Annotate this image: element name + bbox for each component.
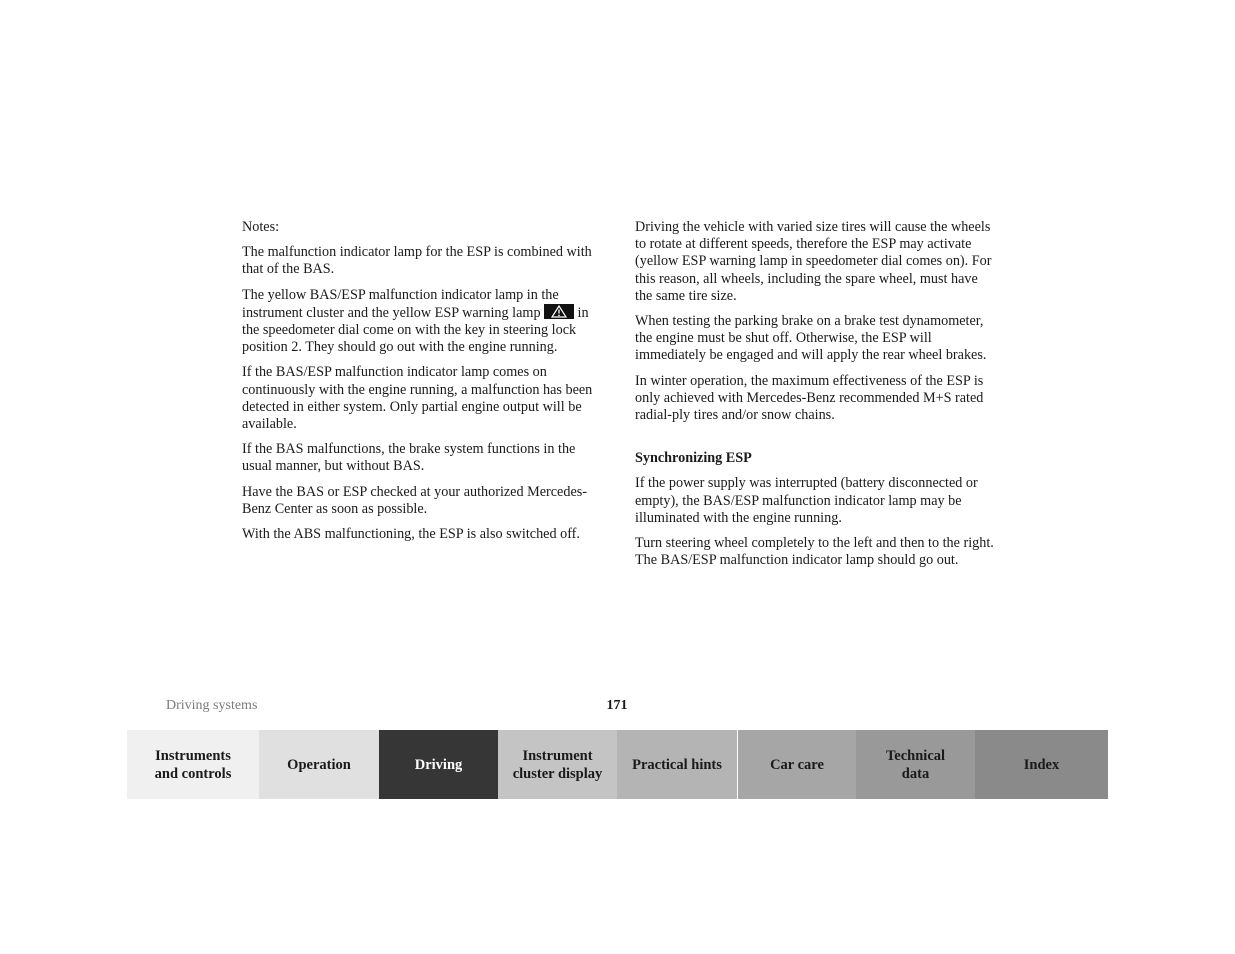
nav-tab-instruments-and-controls[interactable]	[127, 730, 259, 799]
nav-tab-label: Technical data	[885, 747, 946, 782]
nav-tab-label: Practical hints	[632, 756, 722, 773]
warning-triangle-icon	[544, 304, 574, 319]
nav-tab-label: Instruments and controls	[154, 747, 232, 782]
left-column	[242, 219, 602, 551]
section-heading: Synchronizing ESP	[635, 450, 752, 467]
footer-section-title: Driving systems	[166, 698, 258, 713]
nav-tab-label: Operation	[287, 756, 351, 773]
nav-tab-index[interactable]	[975, 730, 1108, 799]
nav-tab-practical-hints[interactable]	[617, 730, 737, 799]
note-paragraph: Have the BAS or ESP checked at your authorized Mercedes-Benz Center as soon as possible.	[242, 483, 587, 517]
nav-tab-instrument-cluster-display[interactable]	[498, 730, 617, 799]
nav-tab-label: Index	[1023, 756, 1060, 773]
nav-tab-technical-data[interactable]	[856, 730, 975, 799]
body-paragraph: If the power supply was interrupted (battery disconnected or empty), the BAS/ESP malfunction indicator lamp may be illuminated with the engine running.	[635, 475, 978, 526]
note-text: in the speedometer dial come on with the key in steering lock position 2. They should go out with the engine running.	[242, 304, 589, 356]
body-paragraph: Driving the vehicle with varied size tires will cause the wheels to rotate at different speeds, therefore the ESP may activate (yellow ESP warning lamp in speedometer dial comes on). For this reason, all wheels, including the spare wheel, must have the same tire size.	[635, 219, 992, 304]
nav-tab-driving[interactable]	[379, 730, 498, 799]
notes-label: Notes:	[242, 219, 280, 235]
nav-tab-label: Driving	[414, 756, 463, 773]
body-paragraph: In winter operation, the maximum effectiveness of the ESP is only achieved with Mercedes-Benz recommended M+S rated radial-ply tires and/or snow chains.	[635, 372, 984, 424]
note-paragraph: The malfunction indicator lamp for the ESP is combined with that of the BAS.	[242, 244, 592, 278]
nav-tab-car-care[interactable]	[737, 730, 856, 799]
page-number: 171	[606, 698, 628, 713]
body-paragraph: When testing the parking brake on a brake test dynamometer, the engine must be shut off. Otherwise, the ESP will immediately be engaged and will apply the rear wheel brakes.	[635, 313, 987, 364]
note-paragraph-with-icon	[242, 287, 602, 357]
note-paragraph: With the ABS malfunctioning, the ESP is also switched off.	[242, 526, 580, 543]
note-text: The yellow BAS/ESP malfunction indicator lamp in the instrument cluster and the yellow ESP warning lamp	[242, 286, 559, 321]
chapter-nav-bar	[127, 730, 1108, 799]
nav-tab-label: Instrument cluster display	[512, 747, 603, 782]
nav-tab-label: Car care	[770, 756, 824, 773]
note-paragraph: If the BAS/ESP malfunction indicator lamp comes on continuously with the engine running, a malfunction has been detected in either system. Only partial engine output will be available.	[242, 364, 593, 433]
body-paragraph: Turn steering wheel completely to the left and then to the right. The BAS/ESP malfunction indicator lamp should go out.	[635, 535, 994, 569]
right-column	[635, 219, 995, 577]
note-paragraph: If the BAS malfunctions, the brake system functions in the usual manner, but without BAS.	[242, 441, 576, 475]
nav-tab-operation[interactable]	[259, 730, 379, 799]
